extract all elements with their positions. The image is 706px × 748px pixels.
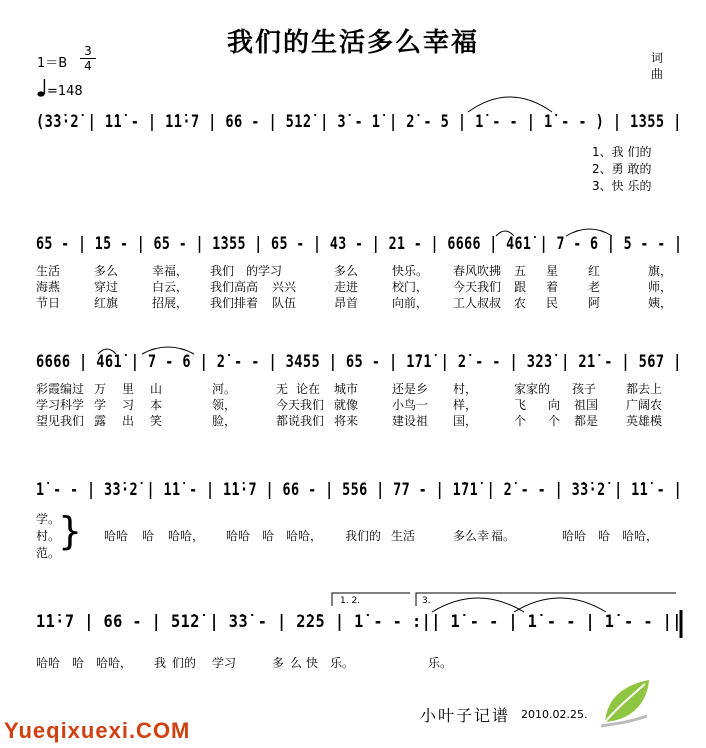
lyric: 我们排着 <box>210 296 259 310</box>
lyric: 领， <box>212 398 237 412</box>
lyric: 生活 <box>391 529 416 543</box>
slur <box>98 349 116 354</box>
time-signature-bottom: 4 <box>80 58 96 73</box>
slur <box>432 598 524 612</box>
lyric: 多么 <box>334 264 359 278</box>
lyric: 广阔农 <box>626 398 663 412</box>
lyric: 姨， <box>648 296 673 310</box>
lyric: 节日 <box>36 296 61 310</box>
lyric: 祖国 <box>574 398 599 412</box>
lyric: 样， <box>453 398 478 412</box>
lyric: 无 <box>276 382 289 396</box>
lyric: 多么幸 <box>453 529 490 543</box>
lyric: 建设祖 <box>392 414 429 428</box>
lyric: 学习 <box>212 656 237 670</box>
lyric: 哈哈 <box>104 529 129 543</box>
lyric: 五 <box>514 264 527 278</box>
lyric: 乐。 <box>428 656 453 670</box>
volta-1-label: 1. 2. <box>340 596 361 606</box>
slur <box>514 598 606 612</box>
lyric: 的学习 <box>246 264 283 278</box>
lyric: 学习科学 <box>36 398 85 412</box>
lyric: 着 <box>546 280 559 294</box>
lyric: 我们高高 <box>210 280 259 294</box>
lyric: 今天我们 <box>453 280 502 294</box>
lyric: 老 <box>588 280 601 294</box>
lyric: 兴兴 <box>272 280 297 294</box>
lyric: 多 <box>272 656 285 670</box>
lyric: 哈哈 <box>36 656 61 670</box>
notation-line: 1̇1̇·7 | 66 - | 51̇2̇ | 3̇3̇ - | 2̇2̇5 | 1̇ - - :|| 1̇ - - | 1̇ - - | 1̇ - - || <box>36 612 682 632</box>
lyric: 昂首 <box>334 296 359 310</box>
lyric: 哈 <box>598 529 611 543</box>
lyric: 招展， <box>152 296 189 310</box>
lyric: 本 <box>150 398 163 412</box>
lyric: 我们 <box>210 264 235 278</box>
notation-line: (3̇3̇·2̇ | 1̇1̇ - | 1̇1̇·7 | 66 - | 51̇2̇ | 3̇ - 1̇ | 2̇ - 5 | 1̇ - - | 1̇ - - ) | 1̇355 | <box>36 112 682 132</box>
lyric: 红 <box>588 264 601 278</box>
lyric: 向 <box>548 398 561 412</box>
lyric: 快 <box>306 656 319 670</box>
time-signature-top: 3 <box>84 44 92 58</box>
lyric: 我 <box>154 656 167 670</box>
leaf-logo-icon <box>597 676 653 728</box>
lyric: 小鸟一 <box>392 398 429 412</box>
lyric: 里 <box>122 382 135 396</box>
verse-label: 2、勇 敢的 <box>592 162 652 176</box>
lyric: 国， <box>453 414 478 428</box>
verse-brace: } <box>58 509 83 553</box>
lyric: 彩霞编过 <box>36 382 85 396</box>
lyric: 旗， <box>648 264 673 278</box>
lyric: 幸福， <box>152 264 189 278</box>
lyric: 范。 <box>36 546 61 560</box>
tempo-marking: =148 <box>47 84 83 99</box>
site-watermark: Yueqixuexi.COM <box>4 718 191 743</box>
lyric: 们的 <box>172 656 197 670</box>
lyric: 家家的 <box>514 382 551 396</box>
volta-2-label: 3. <box>422 596 431 606</box>
lyric: 跟 <box>514 280 527 294</box>
lyric: 哈 <box>72 656 85 670</box>
lyric: 我们的 <box>345 529 382 543</box>
lyric: 走进 <box>334 280 359 294</box>
lyric: 哈哈， <box>622 529 659 543</box>
lyric: 村。 <box>36 529 61 543</box>
lyric: 英雄模 <box>626 414 663 428</box>
slur <box>468 97 552 112</box>
lyric: 么 <box>290 656 303 670</box>
lyric: 村， <box>453 382 478 396</box>
lyric: 就像 <box>334 398 359 412</box>
lyric: 向前， <box>392 296 429 310</box>
lyric: 都说我们 <box>276 414 325 428</box>
lyric: 都是 <box>574 414 599 428</box>
lyric: 白云， <box>152 280 189 294</box>
lyric: 今天我们 <box>276 398 325 412</box>
lyric: 哈哈， <box>168 529 205 543</box>
lyric: 民 <box>546 296 559 310</box>
lyric: 海燕 <box>36 280 61 294</box>
verse-label: 3、快 乐的 <box>592 179 652 193</box>
lyric: 穿过 <box>94 280 119 294</box>
lyric: 还是乡 <box>392 382 429 396</box>
lyric: 学 <box>94 398 107 412</box>
lyric: 脸， <box>212 414 237 428</box>
lyric: 哈哈， <box>286 529 323 543</box>
volta-1-bracket <box>332 593 410 606</box>
lyric: 笑 <box>150 414 163 428</box>
lyric: 都去上 <box>626 382 663 396</box>
lyric: 个 <box>514 414 527 428</box>
lyric: 多么 <box>94 264 119 278</box>
lyric: 出 <box>122 414 135 428</box>
notation-line: 65 - | 1̇5 - | 65 - | 1̇355 | 65 - | 43 - | 21 - | 6666 | 461̇ | 7 - 6 | 5 - - | <box>36 234 683 254</box>
lyric: 露 <box>94 414 107 428</box>
lyric: 哈哈 <box>226 529 251 543</box>
lyric: 快乐。 <box>392 264 429 278</box>
slur <box>496 231 514 236</box>
lyric: 望见我们 <box>36 414 85 428</box>
lyric: 飞 <box>514 398 527 412</box>
notation-line: 6666 | 461̇ | 7 - 6 | 2̇ - - | 3455 | 65 - | 1̇71̇ | 2̇ - - | 3̇2̇3̇ | 2̇1̇ - | 567 | <box>36 352 682 372</box>
lyric: 校门， <box>392 280 429 294</box>
lyric: 万 <box>94 382 107 396</box>
lyricist-label: 词 <box>651 51 664 65</box>
verse-label: 1、我 们的 <box>592 145 652 159</box>
lyric: 队伍 <box>272 296 297 310</box>
lyric: 城市 <box>334 382 359 396</box>
transcription-date: 2010.02.25. <box>521 708 588 721</box>
lyric: 山 <box>150 382 163 396</box>
lyric: 春风吹拂 <box>453 264 502 278</box>
notation-line: 1̇ - - | 3̇3̇·2̇ | 1̇1̇ - | 1̇1̇·7 | 66 - | 556 | 77 - | 1̇71̇ | 2̇ - - | 3̇3̇·2̇ | 1̇1̇ - | <box>36 480 683 500</box>
lyric: 福。 <box>491 529 516 543</box>
slur <box>566 229 612 236</box>
lyric: 工人叔叔 <box>453 296 502 310</box>
lyric: 将来 <box>334 414 359 428</box>
lyric: 河。 <box>212 382 237 396</box>
slur <box>142 347 194 354</box>
lyric: 哈哈， <box>96 656 133 670</box>
lyric: 师， <box>648 280 673 294</box>
lyric: 星 <box>546 264 559 278</box>
lyric: 论在 <box>296 382 321 396</box>
lyric: 哈 <box>262 529 275 543</box>
transcriber-signature: 小叶子记谱 <box>420 706 511 725</box>
lyric: 哈 <box>142 529 155 543</box>
lyric: 生活 <box>36 264 61 278</box>
lyric: 阿 <box>588 296 601 310</box>
lyric: 乐。 <box>330 656 355 670</box>
lyric: 个 <box>548 414 561 428</box>
lyric: 学。 <box>36 512 61 526</box>
song-title: 我们的生活多么幸福 <box>226 28 479 58</box>
lyric: 习 <box>122 398 135 412</box>
key-signature: 1＝B <box>37 56 68 71</box>
lyric: 红旗 <box>94 296 119 310</box>
lyric: 哈哈 <box>562 529 587 543</box>
lyric: 孩子 <box>572 382 597 396</box>
composer-label: 曲 <box>651 67 664 81</box>
lyric: 农 <box>514 296 527 310</box>
